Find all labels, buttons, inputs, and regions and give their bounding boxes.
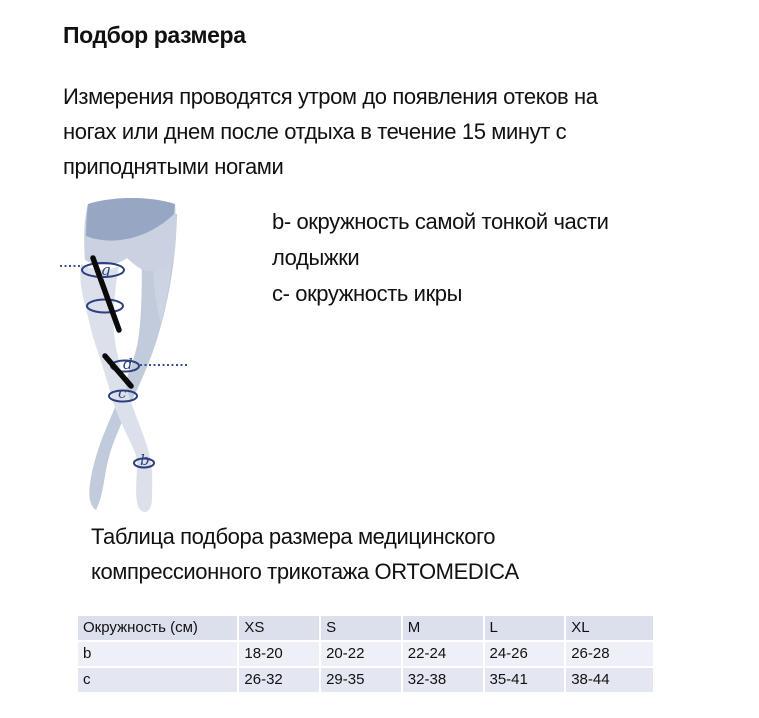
ring-label-d: d (123, 355, 133, 373)
table-head (78, 616, 655, 642)
size-table (78, 616, 655, 694)
header-size-L: L (485, 616, 567, 642)
ring-label-b: b (140, 451, 150, 469)
table-header-row (78, 616, 655, 642)
legs-illustration (55, 196, 240, 516)
note-b: b- окружность самой тонкой части лодыжки (272, 209, 609, 270)
intro-paragraph: Измерения проводятся утром до появления отеков на ногах или днем после отдыха в течение 15 минут с приподнятыми ногами (63, 84, 598, 179)
cell-b-S: 20-22 (321, 642, 403, 668)
header-size-M: M (403, 616, 485, 642)
ring-label-c: c (118, 384, 127, 402)
header-size-XL: XL (566, 616, 655, 642)
table-row-b (78, 642, 655, 668)
header-size-S: S (321, 616, 403, 642)
row-label-c: c (78, 668, 239, 694)
cell-b-XS: 18-20 (239, 642, 321, 668)
header-circumference: Окружность (см) (78, 616, 239, 642)
cell-c-M: 32-38 (403, 668, 485, 694)
ring-label-g: g (101, 261, 111, 279)
cell-c-L: 35-41 (485, 668, 567, 694)
legs-measurement-diagram (55, 196, 240, 516)
row-label-b: b (78, 642, 239, 668)
table-row-c (78, 668, 655, 694)
cell-b-L: 24-26 (485, 642, 567, 668)
cell-c-XS: 26-32 (239, 668, 321, 694)
cell-b-M: 22-24 (403, 642, 485, 668)
table-body (78, 642, 655, 694)
measurement-notes (272, 204, 672, 312)
table-caption: Таблица подбора размера медицинского компрессионного трикотажа ORTOMEDICA (91, 524, 519, 584)
header-size-XS: XS (239, 616, 321, 642)
cell-b-XL: 26-28 (566, 642, 655, 668)
page-title: Подбор размера (63, 22, 246, 48)
cell-c-XL: 38-44 (566, 668, 655, 694)
note-c: c- окружность икры (272, 281, 463, 306)
cell-c-S: 29-35 (321, 668, 403, 694)
